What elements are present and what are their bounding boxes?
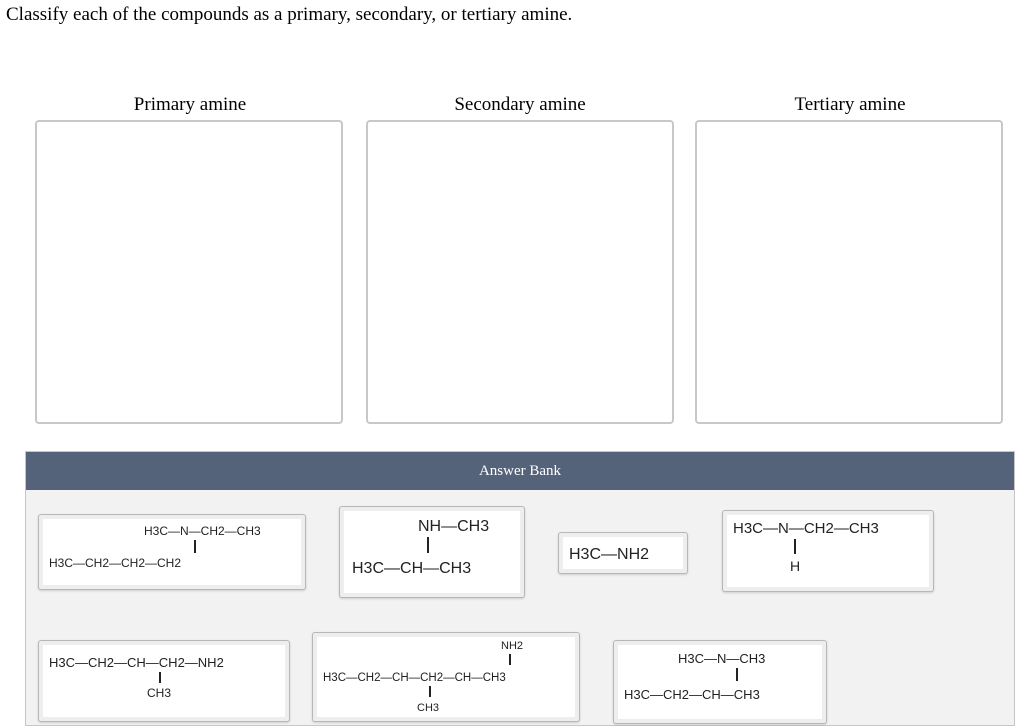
compound-structure-4: [723, 511, 935, 593]
compound-card-1[interactable]: [38, 514, 306, 590]
compound-6-methyl-branch: CH3: [417, 702, 440, 714]
compound-card-2[interactable]: [339, 506, 525, 598]
compound-2-top-chain: NH—CH3: [418, 518, 490, 535]
drop-zone-primary[interactable]: [35, 120, 343, 424]
compound-structure-7: [614, 641, 828, 725]
compound-7-bottom-chain: H3C—CH2—CH—CH3: [624, 687, 760, 702]
compound-card-4[interactable]: [722, 510, 934, 592]
compound-card-5[interactable]: [38, 640, 290, 722]
compound-4-h-substituent: H: [790, 558, 801, 574]
category-label-tertiary: Tertiary amine: [794, 94, 906, 115]
compound-2-bottom-chain: H3C—CH—CH3: [352, 560, 472, 577]
answer-bank-header: Answer Bank: [26, 452, 1014, 490]
compound-1-top-chain: H3C—N—CH2—CH3: [144, 524, 261, 538]
compound-4-top-chain: H3C—N—CH2—CH3: [733, 520, 879, 537]
compound-card-7[interactable]: [613, 640, 827, 724]
compound-3-formula: H3C—NH2: [569, 546, 650, 563]
answer-bank: [25, 451, 1015, 726]
drop-zone-secondary[interactable]: [366, 120, 674, 424]
compound-structure-3: [559, 533, 689, 575]
compound-5-methyl-branch: CH3: [147, 686, 172, 700]
category-label-primary: Primary amine: [133, 94, 247, 115]
compound-1-bottom-chain: H3C—CH2—CH2—CH2: [49, 556, 182, 570]
compound-structure-2: [340, 507, 526, 599]
category-label-secondary: Secondary amine: [454, 94, 586, 115]
question-text: Classify each of the compounds as a primary, secondary, or tertiary amine.: [6, 4, 573, 25]
compound-card-3[interactable]: [558, 532, 688, 574]
drop-zone-tertiary[interactable]: [695, 120, 1003, 424]
compound-7-top-chain: H3C—N—CH3: [678, 651, 766, 666]
compound-card-6[interactable]: [312, 632, 580, 722]
compound-structure-6: [313, 633, 581, 723]
compound-6-amino-group: NH2: [501, 640, 524, 652]
compound-5-main-chain: H3C—CH2—CH—CH2—NH2: [49, 655, 224, 670]
compound-6-main-chain: H3C—CH2—CH—CH2—CH—CH3: [323, 672, 506, 684]
compound-structure-1: [39, 515, 307, 591]
compound-structure-5: [39, 641, 291, 723]
